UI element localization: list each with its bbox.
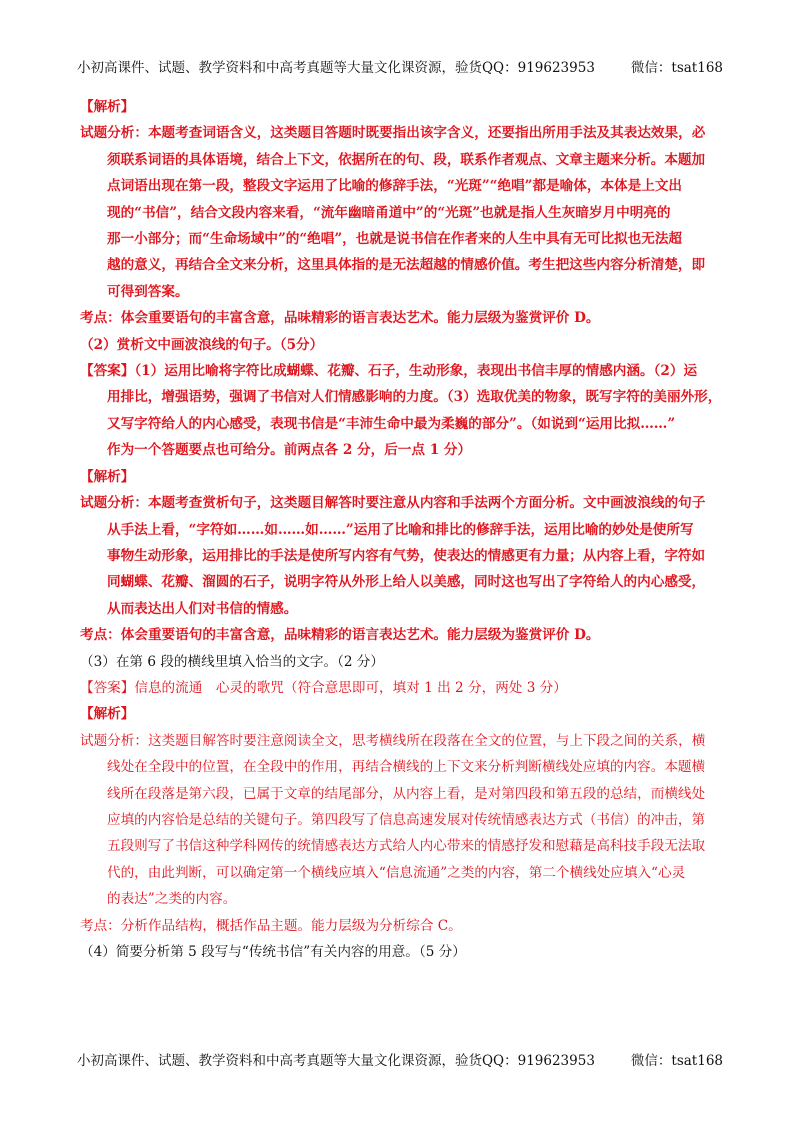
- question-2: （2）赏析文中画波浪线的句子。（5分）: [80, 336, 324, 353]
- answer-2-line: 用排比，增强语势，强调了书信对人们情感影响的力度。（3）选取优美的物象，既写字符的美丽外形，: [107, 389, 722, 406]
- question-3: （3）在第 6 段的横线里填入恰当的文字。（2 分）: [80, 653, 384, 670]
- analysis-heading-2: 【解析】: [80, 468, 135, 485]
- analysis-1-line: 试题分析：本题考查词语含义，这类题目答题时既要指出该字含义，还要指出所用手法及其表达效果，必: [80, 125, 706, 142]
- answer-3: 【答案】信息的流通 心灵的歌咒（符合意思即可，填对 1 出 2 分，两处 3 分）: [80, 679, 567, 696]
- analysis-1-line: 那一小部分；而“生命场域中”的“绝唱”，也就是说书信在作者来的人生中具有无可比拟也无法超: [107, 231, 683, 248]
- page-footer: [0, 1049, 800, 1069]
- question-4: （4）简要分析第 5 段写与“传统书信”有关内容的用意。（5 分）: [80, 944, 466, 960]
- analysis-3-line: 应填的内容恰是总结的关键句子。第四段写了信息高速发展对传统情感表达方式（书信）的冲击，第: [107, 811, 706, 828]
- analysis-3: [80, 728, 732, 913]
- answer-2: [80, 358, 732, 464]
- analysis-3-line: 的表达”之类的内容。: [107, 891, 237, 908]
- page-header: [0, 56, 800, 76]
- answer-2-line: 又写字符给人的内心感受，表现书信是“丰沛生命中最为柔巍的部分”。（如说到“运用比拟……”: [107, 415, 676, 432]
- analysis-3-line: 代的，由此判断，可以确定第一个横线应填入“信息流通”之类的内容，第二个横线处应填入“心灵: [107, 864, 686, 881]
- analysis-2-line: 从而表达出人们对书信的情感。: [107, 600, 298, 617]
- answer-2-line: 作为一个答题要点也可给分。前两点各 2 分，后一点 1 分）: [107, 442, 472, 459]
- analysis-2-line: 从手法上看，“字符如……如……如……”运用了比喻和排比的修辞手法，运用比喻的妙处是使所写: [107, 521, 694, 538]
- analysis-2: [80, 490, 732, 622]
- analysis-1-line: 现的“书信”，结合文段内容来看，“流年幽暗甬道中”的“光斑”也就是指人生灰暗岁月中明亮的: [107, 204, 671, 221]
- analysis-2-line: 同蝴蝶、花瓣、溜圆的石子，说明字符从外形上给人以美感，同时这也写出了字符给人的内心感受，: [107, 574, 706, 591]
- analysis-1-line: 可得到答案。: [107, 283, 189, 300]
- exam-point-1: 考点：体会重要语句的丰富含意，品味精彩的语言表达艺术。能力层级为鉴赏评价 D。: [80, 310, 600, 327]
- analysis-heading-3: 【解析】: [80, 706, 135, 723]
- analysis-3-line: 试题分析：这类题目解答时要注意阅读全文，思考横线所在段落在全文的位置，与上下段之间的关系，横: [80, 732, 706, 749]
- analysis-3-line: 五段则写了书信这种学科网传的统情感表达方式给人内心带来的情感抒发和慰藉是高科技手段无法取: [107, 838, 706, 855]
- analysis-1-line: 点词语出现在第一段，整段文字运用了比喻的修辞手法，“光斑”“绝唱”都是喻体，本体是上文出: [107, 178, 683, 195]
- analysis-2-line: 试题分析：本题考查赏析句子，这类题目解答时要注意从内容和手法两个方面分析。文中画波浪线的句子: [80, 495, 706, 512]
- document-body: [80, 94, 732, 965]
- header-wechat: 微信：tsat168: [630, 60, 724, 76]
- footer-text: 小初高课件、试题、教学资料和中高考真题等大量文化课资源，验货QQ：919623953: [76, 1053, 595, 1069]
- analysis-3-line: 线所在段落是第六段，已属于文章的结尾部分，从内容上看，是对第四段和第五段的总结，而横线处: [107, 785, 706, 802]
- analysis-1: [80, 120, 732, 305]
- exam-point-2: 考点：体会重要语句的丰富含意，品味精彩的语言表达艺术。能力层级为鉴赏评价 D。: [80, 627, 600, 644]
- analysis-3-line: 线处在全段中的位置，在全段中的作用，再结合横线的上下文来分析判断横线处应填的内容。本题横: [107, 759, 706, 776]
- analysis-1-line: 须联系词语的具体语境，结合上下文，依据所在的句、段，联系作者观点、文章主题来分析。本题加: [107, 151, 706, 168]
- exam-point-3: 考点：分析作品结构，概括作品主题。能力层级为分析综合 C。: [80, 917, 462, 934]
- analysis-2-line: 事物生动形象，运用排比的手法是使所写内容有气势，使表达的情感更有力量；从内容上看，字符如: [107, 547, 706, 564]
- analysis-heading-1: 【解析】: [80, 99, 135, 115]
- header-text: 小初高课件、试题、教学资料和中高考真题等大量文化课资源，验货QQ：919623953: [76, 60, 595, 76]
- answer-2-line: 【答案】（1）运用比喻将字符比成蝴蝶、花瓣、石子，生动形象，表现出书信丰厚的情感内涵。（2）运: [80, 363, 698, 380]
- footer-wechat: 微信：tsat168: [630, 1053, 724, 1069]
- analysis-1-line: 越的意义，再结合全文来分析，这里具体指的是无法超越的情感价值。考生把这些内容分析清楚，即: [107, 257, 706, 274]
